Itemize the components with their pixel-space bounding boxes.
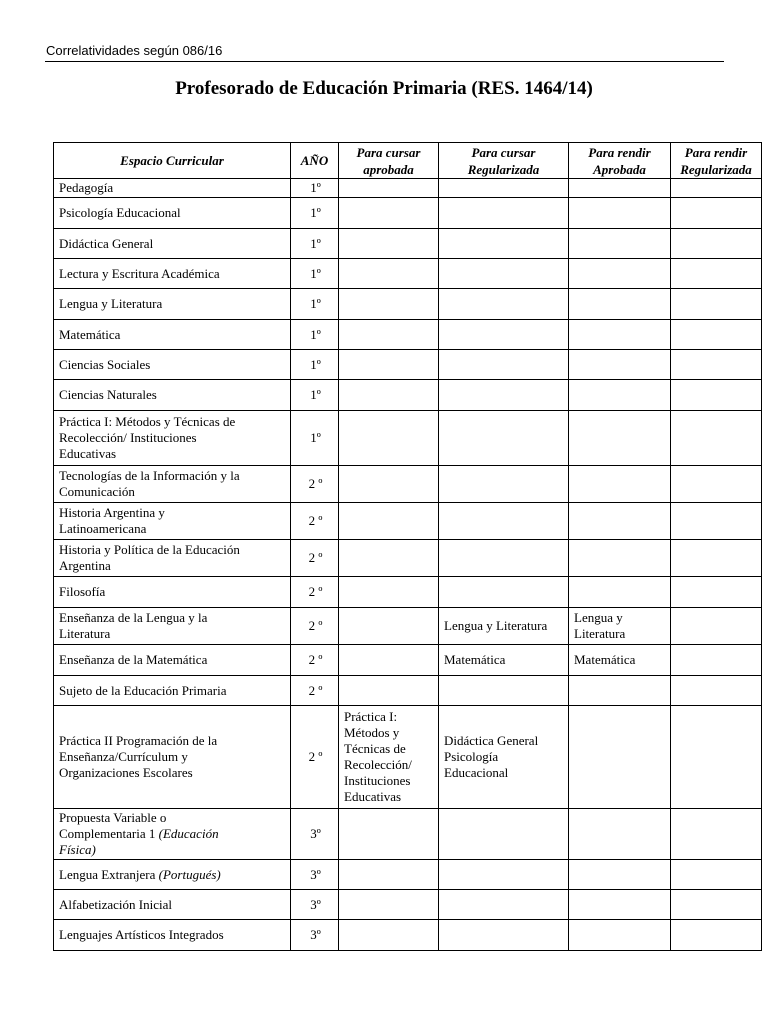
column-header-ano: AÑO: [291, 143, 339, 179]
cursar-aprobada-cell: [339, 466, 439, 503]
subject-cell: [54, 411, 291, 466]
year-cell: 2 º: [291, 706, 339, 809]
table-row: [54, 676, 762, 706]
cursar-aprobada-cell: [339, 411, 439, 466]
cursar-aprobada-cell: [339, 198, 439, 229]
cursar-aprobada-cell: [339, 289, 439, 320]
column-header-para-rendir-regularizada: Para rendir Regularizada: [671, 143, 762, 179]
rendir-aprobada-cell: [569, 676, 671, 706]
subject-cell: [54, 540, 291, 577]
rendir-aprobada-cell: [569, 198, 671, 229]
cursar-regularizada-cell: Matemática: [439, 645, 569, 676]
year-cell: 1º: [291, 411, 339, 466]
cursar-regularizada-cell: [439, 320, 569, 350]
rendir-aprobada-cell: [569, 320, 671, 350]
rendir-regularizada-cell: [671, 320, 762, 350]
rendir-regularizada-cell: [671, 198, 762, 229]
subject-cell: [54, 229, 291, 259]
cursar-aprobada-cell: [339, 920, 439, 951]
table-row: [54, 890, 762, 920]
subject-name: Filosofía: [59, 584, 106, 599]
subject-name: Historia y Política de la Educación Argentina: [59, 542, 240, 573]
cursar-aprobada-cell: [339, 645, 439, 676]
subject-name: Propuesta Variable o Complementaria 1: [59, 810, 167, 841]
subject-cell: [54, 645, 291, 676]
table-body: [54, 179, 762, 951]
subject-cell: [54, 920, 291, 951]
cursar-regularizada-cell: [439, 289, 569, 320]
table-row: [54, 577, 762, 608]
year-cell: 3º: [291, 809, 339, 860]
year-cell: 1º: [291, 289, 339, 320]
rendir-aprobada-cell: [569, 860, 671, 890]
rendir-regularizada-cell: [671, 466, 762, 503]
year-cell: 1º: [291, 179, 339, 198]
year-cell: 2 º: [291, 645, 339, 676]
table-header-row: [54, 143, 762, 179]
subject-name: Lenguajes Artísticos Integrados: [59, 927, 224, 942]
table-row: [54, 809, 762, 860]
rendir-aprobada-cell: [569, 259, 671, 289]
subject-cell: [54, 706, 291, 809]
cursar-regularizada-cell: [439, 380, 569, 411]
cursar-aprobada-cell: [339, 503, 439, 540]
subject-cell: [54, 503, 291, 540]
rendir-regularizada-cell: [671, 608, 762, 645]
subject-name: Lengua Extranjera: [59, 866, 159, 882]
year-cell: 2 º: [291, 676, 339, 706]
rendir-aprobada-cell: [569, 229, 671, 259]
table-row: [54, 289, 762, 320]
subject-name: Práctica I: Métodos y Técnicas de Recolección/ Instituciones Educativas: [59, 414, 236, 461]
table-row: [54, 259, 762, 289]
header-divider: [45, 61, 724, 62]
rendir-regularizada-cell: [671, 380, 762, 411]
cursar-aprobada-cell: [339, 320, 439, 350]
rendir-regularizada-cell: [671, 706, 762, 809]
subject-cell: [54, 320, 291, 350]
subject-name: Ciencias Naturales: [59, 387, 157, 402]
subject-cell: [54, 179, 291, 198]
cursar-regularizada-cell: Didáctica General Psicología Educacional: [439, 706, 569, 809]
subject-name: Alfabetización Inicial: [59, 896, 172, 912]
year-cell: 1º: [291, 350, 339, 380]
rendir-aprobada-cell: [569, 466, 671, 503]
rendir-aprobada-cell: [569, 920, 671, 951]
subject-cell: [54, 577, 291, 608]
rendir-aprobada-cell: [569, 577, 671, 608]
cursar-aprobada-cell: [339, 809, 439, 860]
cursar-regularizada-cell: [439, 411, 569, 466]
subject-name: Historia Argentina y Latinoamericana: [59, 505, 165, 536]
year-cell: 1º: [291, 198, 339, 229]
subject-cell: [54, 350, 291, 380]
subject-name: Lengua y Literatura: [59, 296, 163, 311]
cursar-regularizada-cell: [439, 920, 569, 951]
rendir-aprobada-cell: [569, 706, 671, 809]
cursar-aprobada-cell: [339, 179, 439, 198]
table-row: [54, 466, 762, 503]
cursar-regularizada-cell: [439, 229, 569, 259]
table-row: [54, 179, 762, 198]
document-header-note: Correlatividades según 086/16: [46, 43, 223, 58]
table-row: [54, 706, 762, 809]
subject-name: Enseñanza de la Lengua y la Literatura: [59, 610, 208, 641]
subject-name: Pedagogía: [59, 180, 114, 195]
cursar-aprobada-cell: [339, 608, 439, 645]
table-row: [54, 229, 762, 259]
rendir-aprobada-cell: Lengua y Literatura: [569, 608, 671, 645]
table-row: [54, 411, 762, 466]
subject-cell: [54, 289, 291, 320]
rendir-regularizada-cell: [671, 645, 762, 676]
rendir-regularizada-cell: [671, 503, 762, 540]
cursar-aprobada-cell: [339, 860, 439, 890]
year-cell: 2 º: [291, 503, 339, 540]
table-row: [54, 380, 762, 411]
column-header-para-cursar-aprobada: Para cursar aprobada: [339, 143, 439, 179]
year-cell: 1º: [291, 320, 339, 350]
rendir-regularizada-cell: [671, 179, 762, 198]
cursar-regularizada-cell: [439, 676, 569, 706]
table-row: [54, 540, 762, 577]
subject-cell: [54, 860, 291, 890]
year-cell: 2 º: [291, 540, 339, 577]
cursar-aprobada-cell: [339, 540, 439, 577]
year-cell: 1º: [291, 229, 339, 259]
cursar-aprobada-cell: [339, 890, 439, 920]
rendir-aprobada-cell: [569, 380, 671, 411]
subject-cell: [54, 259, 291, 289]
rendir-regularizada-cell: [671, 411, 762, 466]
page-title: Profesorado de Educación Primaria (RES. 1464/14): [175, 78, 593, 99]
subject-detail: (Portugués): [158, 866, 221, 882]
rendir-aprobada-cell: Matemática: [569, 645, 671, 676]
year-cell: 1º: [291, 380, 339, 411]
table-row: [54, 920, 762, 951]
subject-cell: [54, 198, 291, 229]
cursar-regularizada-cell: [439, 890, 569, 920]
year-cell: 1º: [291, 259, 339, 289]
cursar-regularizada-cell: [439, 198, 569, 229]
subject-name: Sujeto de la Educación Primaria: [59, 682, 227, 698]
correlatividades-table: [53, 142, 762, 951]
cursar-aprobada-cell: Práctica I: Métodos y Técnicas de Recolección/ Instituciones Educativas: [339, 706, 439, 809]
subject-name: Enseñanza de la Matemática: [59, 652, 208, 667]
rendir-aprobada-cell: [569, 503, 671, 540]
cursar-regularizada-cell: [439, 466, 569, 503]
subject-name: Psicología Educacional: [59, 205, 181, 220]
rendir-regularizada-cell: [671, 577, 762, 608]
subject-cell: [54, 890, 291, 920]
cursar-aprobada-cell: [339, 380, 439, 411]
rendir-regularizada-cell: [671, 289, 762, 320]
year-cell: 2 º: [291, 608, 339, 645]
rendir-regularizada-cell: [671, 920, 762, 951]
year-cell: 3º: [291, 890, 339, 920]
table-row: [54, 350, 762, 380]
cursar-aprobada-cell: [339, 229, 439, 259]
rendir-aprobada-cell: [569, 809, 671, 860]
cursar-regularizada-cell: [439, 503, 569, 540]
rendir-aprobada-cell: [569, 179, 671, 198]
table-row: [54, 860, 762, 890]
subject-cell: [54, 380, 291, 411]
table-row: [54, 198, 762, 229]
cursar-regularizada-cell: [439, 809, 569, 860]
rendir-aprobada-cell: [569, 540, 671, 577]
cursar-aprobada-cell: [339, 259, 439, 289]
rendir-aprobada-cell: [569, 289, 671, 320]
year-cell: 2 º: [291, 466, 339, 503]
rendir-regularizada-cell: [671, 860, 762, 890]
subject-name: Lectura y Escritura Académica: [59, 265, 220, 281]
subject-detail: (Educación Física): [59, 826, 219, 857]
cursar-regularizada-cell: [439, 350, 569, 380]
rendir-regularizada-cell: [671, 890, 762, 920]
cursar-aprobada-cell: [339, 676, 439, 706]
subject-cell: [54, 676, 291, 706]
rendir-regularizada-cell: [671, 350, 762, 380]
rendir-regularizada-cell: [671, 229, 762, 259]
cursar-regularizada-cell: [439, 540, 569, 577]
subject-cell: [54, 466, 291, 503]
year-cell: 2 º: [291, 577, 339, 608]
cursar-regularizada-cell: [439, 577, 569, 608]
cursar-aprobada-cell: [339, 350, 439, 380]
year-cell: 3º: [291, 920, 339, 951]
rendir-aprobada-cell: [569, 411, 671, 466]
column-header-para-cursar-regularizada: Para cursar Regularizada: [439, 143, 569, 179]
year-cell: 3º: [291, 860, 339, 890]
column-header-espacio-curricular: Espacio Curricular: [54, 143, 291, 179]
rendir-regularizada-cell: [671, 259, 762, 289]
cursar-regularizada-cell: [439, 179, 569, 198]
rendir-aprobada-cell: [569, 350, 671, 380]
subject-name: Didáctica General: [59, 235, 154, 251]
subject-cell: [54, 608, 291, 645]
table-row: [54, 608, 762, 645]
table-row: [54, 645, 762, 676]
cursar-regularizada-cell: [439, 860, 569, 890]
table-row: [54, 503, 762, 540]
cursar-regularizada-cell: [439, 259, 569, 289]
subject-name: Tecnologías de la Información y la Comunicación: [59, 468, 240, 499]
rendir-regularizada-cell: [671, 540, 762, 577]
subject-name: Matemática: [59, 326, 121, 342]
rendir-aprobada-cell: [569, 890, 671, 920]
column-header-para-rendir-aprobada: Para rendir Aprobada: [569, 143, 671, 179]
rendir-regularizada-cell: [671, 809, 762, 860]
subject-name: Práctica II Programación de la Enseñanza/Currículum y Organizaciones Escolares: [59, 733, 218, 780]
subject-name: Ciencias Sociales: [59, 356, 151, 372]
subject-cell: [54, 809, 291, 860]
table-row: [54, 320, 762, 350]
cursar-regularizada-cell: Lengua y Literatura: [439, 608, 569, 645]
cursar-aprobada-cell: [339, 577, 439, 608]
rendir-regularizada-cell: [671, 676, 762, 706]
